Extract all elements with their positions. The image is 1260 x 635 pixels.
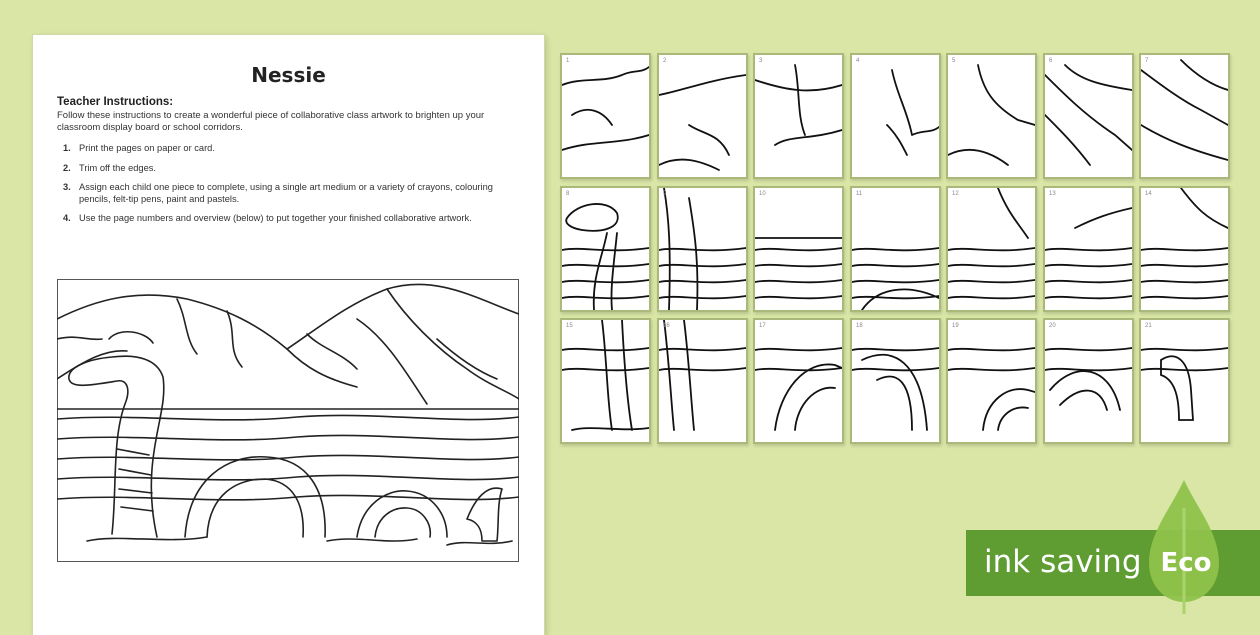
ink-saving-text: ink saving: [984, 544, 1142, 580]
tile-drawing: [659, 188, 746, 310]
tile-drawing: [755, 320, 842, 442]
tile-page-number: 13: [1049, 191, 1056, 197]
tile-page-number: 18: [856, 323, 863, 329]
instruction-step: 4. Use the page numbers and overview (below) to put together your finished collaborative artwork.: [63, 213, 472, 223]
tile-page-number: 5: [952, 58, 956, 64]
puzzle-tile: [753, 318, 844, 444]
tile-page-number: 4: [856, 58, 860, 64]
instruction-step: 2. Trim off the edges.: [63, 162, 156, 173]
instruction-steps: [63, 143, 523, 233]
puzzle-tile: [560, 186, 651, 312]
puzzle-tile: [850, 186, 941, 312]
instruction-step: 3. Assign each child one piece to complete, using a single art medium or a variety of crayons, colouring pencils, felt-tip pens, paint and pastels.: [63, 182, 493, 204]
tile-page-number: 2: [663, 58, 667, 64]
puzzle-tile: [1043, 318, 1134, 444]
puzzle-tile: [753, 53, 844, 179]
tile-page-number: 21: [1145, 323, 1152, 329]
puzzle-tile: [850, 53, 941, 179]
puzzle-tile: [657, 53, 748, 179]
tile-page-number: 1: [566, 58, 570, 64]
tile-page-number: 15: [566, 323, 573, 329]
tile-page-number: 14: [1145, 191, 1152, 197]
puzzle-tile: [560, 318, 651, 444]
tile-drawing: [1141, 188, 1228, 310]
tile-drawing: [1045, 188, 1132, 310]
puzzle-tile: [1043, 53, 1134, 179]
tile-drawing: [852, 188, 939, 310]
tile-page-number: 17: [759, 323, 766, 329]
tile-page-number: 20: [1049, 323, 1056, 329]
instructions-intro: Follow these instructions to create a wonderful piece of collaborative class artwork to brighten up your classroom display board or school corridors.: [57, 110, 485, 133]
tile-page-number: 16: [663, 323, 670, 329]
puzzle-tile: [1139, 53, 1230, 179]
tile-page-number: 6: [1049, 58, 1053, 64]
tile-drawing: [562, 320, 649, 442]
ink-drop-icon: [1147, 478, 1221, 616]
tile-page-number: 3: [759, 58, 763, 64]
instructions-heading: Teacher Instructions:: [57, 96, 174, 108]
sheet-title: Nessie: [251, 63, 326, 87]
puzzle-tile: [1139, 318, 1230, 444]
tile-drawing: [1045, 320, 1132, 442]
tile-drawing: [562, 188, 649, 310]
tile-drawing: [948, 188, 1035, 310]
tile-page-number: 7: [1145, 58, 1149, 64]
tile-page-number: 11: [856, 191, 863, 197]
tile-drawing: [659, 320, 746, 442]
puzzle-tile: [1043, 186, 1134, 312]
tile-page-number: 19: [952, 323, 959, 329]
instruction-step: 1. Print the pages on paper or card.: [63, 143, 215, 153]
tile-drawing: [852, 55, 939, 177]
puzzle-tile: [1139, 186, 1230, 312]
tile-drawing: [948, 55, 1035, 177]
tile-page-number: 8: [566, 191, 570, 197]
tile-page-number: 12: [952, 191, 959, 197]
tile-drawing: [755, 188, 842, 310]
tile-drawing: [852, 320, 939, 442]
tile-page-number: 9: [663, 191, 667, 197]
puzzle-tile: [946, 186, 1037, 312]
puzzle-tile: [753, 186, 844, 312]
puzzle-tile: [560, 53, 651, 179]
puzzle-tile: [657, 318, 748, 444]
tile-drawing: [755, 55, 842, 177]
tile-drawing: [659, 55, 746, 177]
tile-drawing: [948, 320, 1035, 442]
puzzle-tile: [946, 318, 1037, 444]
tile-drawing: [1045, 55, 1132, 177]
puzzle-tile: [946, 53, 1037, 179]
tile-drawing: [1141, 55, 1228, 177]
tile-page-number: 10: [759, 191, 766, 197]
tile-drawing: [562, 55, 649, 177]
nessie-overview-image: [57, 279, 519, 562]
puzzle-tile: [850, 318, 941, 444]
puzzle-tile: [657, 186, 748, 312]
tile-drawing: [1141, 320, 1228, 442]
instruction-sheet: [33, 35, 544, 635]
eco-badge: Eco: [1160, 548, 1212, 578]
